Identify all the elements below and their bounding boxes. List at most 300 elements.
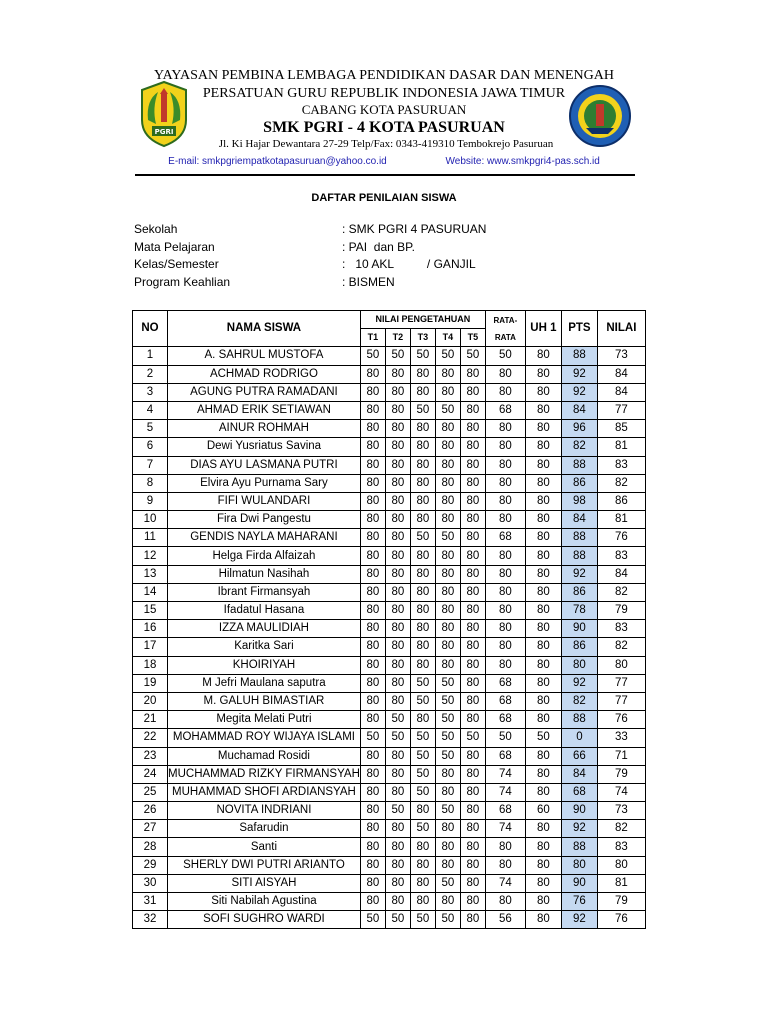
cell-t2: 50 <box>385 347 410 365</box>
cell-rata: 80 <box>485 838 525 856</box>
cell-no: 15 <box>133 602 168 620</box>
cell-name: ACHMAD RODRIGO <box>168 365 361 383</box>
cell-t1: 80 <box>360 565 385 583</box>
cell-name: MUCHAMMAD RIZKY FIRMANSYAH <box>168 765 361 783</box>
cell-nilai: 83 <box>597 838 645 856</box>
cell-t4: 50 <box>435 802 460 820</box>
cell-pts: 76 <box>561 893 597 911</box>
table-row <box>133 783 646 801</box>
table-row <box>133 638 646 656</box>
cell-nilai: 86 <box>597 492 645 510</box>
cell-t3: 50 <box>410 911 435 929</box>
cell-t5: 80 <box>460 474 485 492</box>
cell-t4: 80 <box>435 620 460 638</box>
cell-t2: 80 <box>385 674 410 692</box>
cell-uh1: 80 <box>525 529 561 547</box>
cell-rata: 80 <box>485 456 525 474</box>
cell-t5: 80 <box>460 711 485 729</box>
cell-t1: 80 <box>360 874 385 892</box>
cell-t4: 80 <box>435 456 460 474</box>
cell-nilai: 83 <box>597 547 645 565</box>
col-t1-header: T1 <box>360 329 385 347</box>
table-row <box>133 838 646 856</box>
cell-t3: 80 <box>410 583 435 601</box>
cell-t1: 80 <box>360 547 385 565</box>
cell-pts: 88 <box>561 456 597 474</box>
info-label: Kelas/Semester <box>134 257 219 271</box>
cell-t3: 80 <box>410 620 435 638</box>
table-row <box>133 874 646 892</box>
cell-nilai: 81 <box>597 438 645 456</box>
grades-body <box>133 347 646 929</box>
cell-pts: 92 <box>561 365 597 383</box>
cell-pts: 88 <box>561 838 597 856</box>
cell-t5: 50 <box>460 729 485 747</box>
cell-uh1: 80 <box>525 674 561 692</box>
col-uh1-header: UH 1 <box>525 311 561 347</box>
cell-t1: 80 <box>360 474 385 492</box>
cell-t3: 50 <box>410 820 435 838</box>
cell-t4: 50 <box>435 874 460 892</box>
cell-t5: 80 <box>460 802 485 820</box>
cell-rata: 80 <box>485 856 525 874</box>
cell-t5: 80 <box>460 747 485 765</box>
association-name: PERSATUAN GURU REPUBLIK INDONESIA JAWA TIMUR <box>202 86 566 101</box>
cell-t5: 80 <box>460 856 485 874</box>
cell-t1: 80 <box>360 420 385 438</box>
cell-t4: 80 <box>435 602 460 620</box>
info-value: : PAI dan BP. <box>342 239 415 254</box>
cell-pts: 96 <box>561 420 597 438</box>
cell-no: 20 <box>133 692 168 710</box>
cell-t4: 50 <box>435 911 460 929</box>
cell-name: SHERLY DWI PUTRI ARIANTO <box>168 856 361 874</box>
cell-uh1: 80 <box>525 638 561 656</box>
cell-nilai: 82 <box>597 583 645 601</box>
cell-uh1: 80 <box>525 438 561 456</box>
cell-t4: 80 <box>435 492 460 510</box>
cell-t2: 80 <box>385 529 410 547</box>
cell-rata: 80 <box>485 565 525 583</box>
info-label: Mata Pelajaran <box>134 239 215 254</box>
cell-no: 30 <box>133 874 168 892</box>
cell-nilai: 77 <box>597 674 645 692</box>
cell-t5: 80 <box>460 674 485 692</box>
cell-name: Muchamad Rosidi <box>168 747 361 765</box>
cell-nilai: 79 <box>597 602 645 620</box>
cell-no: 23 <box>133 747 168 765</box>
info-row-program <box>134 275 634 293</box>
cell-nilai: 84 <box>597 565 645 583</box>
cell-name: DIAS AYU LASMANA PUTRI <box>168 456 361 474</box>
cell-t4: 80 <box>435 893 460 911</box>
cell-t1: 80 <box>360 765 385 783</box>
cell-pts: 86 <box>561 474 597 492</box>
cell-uh1: 80 <box>525 911 561 929</box>
info-label: Program Keahlian <box>134 274 231 289</box>
cell-rata: 74 <box>485 783 525 801</box>
col-nilai-header: NILAI <box>597 311 645 347</box>
cell-rata: 80 <box>485 620 525 638</box>
cell-t4: 50 <box>435 692 460 710</box>
cell-nilai: 77 <box>597 401 645 419</box>
cell-t4: 80 <box>435 565 460 583</box>
table-row <box>133 529 646 547</box>
cell-rata: 68 <box>485 747 525 765</box>
cell-t3: 50 <box>410 747 435 765</box>
cell-uh1: 80 <box>525 874 561 892</box>
cell-name: MOHAMMAD ROY WIJAYA ISLAMI <box>168 729 361 747</box>
cell-t1: 80 <box>360 620 385 638</box>
cell-no: 32 <box>133 911 168 929</box>
cell-nilai: 74 <box>597 783 645 801</box>
cell-t1: 80 <box>360 401 385 419</box>
cell-rata: 68 <box>485 401 525 419</box>
cell-t5: 80 <box>460 583 485 601</box>
cell-no: 6 <box>133 438 168 456</box>
cell-t5: 80 <box>460 638 485 656</box>
info-label: Sekolah <box>134 222 178 236</box>
cell-t1: 80 <box>360 583 385 601</box>
cell-name: KHOIRIYAH <box>168 656 361 674</box>
cell-no: 1 <box>133 347 168 365</box>
cell-name: IZZA MAULIDIAH <box>168 620 361 638</box>
cell-rata: 80 <box>485 420 525 438</box>
cell-rata: 80 <box>485 474 525 492</box>
cell-uh1: 80 <box>525 747 561 765</box>
cell-t2: 80 <box>385 474 410 492</box>
cell-t1: 80 <box>360 838 385 856</box>
cell-rata: 68 <box>485 711 525 729</box>
cell-t2: 80 <box>385 838 410 856</box>
cell-rata: 74 <box>485 820 525 838</box>
cell-name: MUHAMMAD SHOFI ARDIANSYAH <box>168 783 361 801</box>
cell-t5: 80 <box>460 820 485 838</box>
col-t3-header: T3 <box>410 329 435 347</box>
cell-t2: 80 <box>385 765 410 783</box>
grades-table <box>132 310 646 929</box>
table-row <box>133 347 646 365</box>
cell-t4: 80 <box>435 765 460 783</box>
cell-t1: 80 <box>360 820 385 838</box>
cell-t5: 80 <box>460 620 485 638</box>
cell-uh1: 80 <box>525 783 561 801</box>
cell-nilai: 82 <box>597 820 645 838</box>
cell-rata: 80 <box>485 365 525 383</box>
cell-name: Ibrant Firmansyah <box>168 583 361 601</box>
cell-name: Karitka Sari <box>168 638 361 656</box>
email-text: E-mail: smkpgriempatkotapasuruan@yahoo.co.id <box>168 156 387 167</box>
cell-t3: 50 <box>410 729 435 747</box>
cell-t5: 80 <box>460 893 485 911</box>
cell-pts: 88 <box>561 711 597 729</box>
cell-t2: 80 <box>385 383 410 401</box>
cell-t1: 50 <box>360 911 385 929</box>
table-row <box>133 511 646 529</box>
cell-t1: 80 <box>360 856 385 874</box>
cell-nilai: 76 <box>597 711 645 729</box>
cell-no: 28 <box>133 838 168 856</box>
cell-name: SITI AISYAH <box>168 874 361 892</box>
cell-nilai: 76 <box>597 529 645 547</box>
cell-t1: 80 <box>360 783 385 801</box>
cell-name: Megita Melati Putri <box>168 711 361 729</box>
table-row <box>133 802 646 820</box>
cell-t2: 80 <box>385 438 410 456</box>
cell-t1: 80 <box>360 638 385 656</box>
cell-t3: 50 <box>410 765 435 783</box>
cell-pts: 66 <box>561 747 597 765</box>
cell-t1: 80 <box>360 511 385 529</box>
info-value: : SMK PGRI 4 PASURUAN <box>342 222 487 236</box>
cell-t2: 80 <box>385 492 410 510</box>
table-row <box>133 492 646 510</box>
table-row <box>133 456 646 474</box>
cell-name: AGUNG PUTRA RAMADANI <box>168 383 361 401</box>
cell-rata: 80 <box>485 656 525 674</box>
cell-pts: 80 <box>561 856 597 874</box>
cell-name: Elvira Ayu Purnama Sary <box>168 474 361 492</box>
cell-uh1: 60 <box>525 802 561 820</box>
cell-pts: 88 <box>561 529 597 547</box>
cell-no: 2 <box>133 365 168 383</box>
cell-pts: 88 <box>561 547 597 565</box>
cell-nilai: 73 <box>597 802 645 820</box>
cell-t2: 80 <box>385 820 410 838</box>
cell-t3: 80 <box>410 547 435 565</box>
cell-no: 18 <box>133 656 168 674</box>
cell-pts: 78 <box>561 602 597 620</box>
cell-t1: 80 <box>360 492 385 510</box>
cell-t1: 80 <box>360 893 385 911</box>
cell-nilai: 77 <box>597 692 645 710</box>
cell-t3: 80 <box>410 638 435 656</box>
table-row <box>133 620 646 638</box>
cell-t1: 80 <box>360 747 385 765</box>
cell-t3: 80 <box>410 656 435 674</box>
cell-no: 9 <box>133 492 168 510</box>
cell-t4: 80 <box>435 856 460 874</box>
cell-nilai: 85 <box>597 420 645 438</box>
cell-t5: 80 <box>460 692 485 710</box>
table-row <box>133 401 646 419</box>
cell-no: 26 <box>133 802 168 820</box>
cell-t4: 80 <box>435 474 460 492</box>
cell-t2: 80 <box>385 511 410 529</box>
col-rata-header: RATA-RATA <box>485 311 525 347</box>
cell-t2: 80 <box>385 856 410 874</box>
col-t2-header: T2 <box>385 329 410 347</box>
cell-t2: 80 <box>385 783 410 801</box>
cell-no: 22 <box>133 729 168 747</box>
cell-t3: 80 <box>410 456 435 474</box>
cell-t5: 80 <box>460 492 485 510</box>
cell-pts: 80 <box>561 656 597 674</box>
cell-t4: 50 <box>435 711 460 729</box>
cell-no: 8 <box>133 474 168 492</box>
cell-t5: 80 <box>460 783 485 801</box>
cell-uh1: 80 <box>525 347 561 365</box>
cell-t5: 80 <box>460 529 485 547</box>
cell-no: 27 <box>133 820 168 838</box>
cell-t2: 80 <box>385 547 410 565</box>
cell-t1: 80 <box>360 656 385 674</box>
cell-t3: 50 <box>410 692 435 710</box>
website-text: Website: www.smkpgri4-pas.sch.id <box>445 156 600 167</box>
cell-name: Helga Firda Alfaizah <box>168 547 361 565</box>
cell-no: 16 <box>133 620 168 638</box>
table-row <box>133 747 646 765</box>
cell-t3: 80 <box>410 420 435 438</box>
cell-pts: 84 <box>561 401 597 419</box>
cell-no: 31 <box>133 893 168 911</box>
cell-nilai: 81 <box>597 511 645 529</box>
cell-t3: 50 <box>410 674 435 692</box>
table-row <box>133 692 646 710</box>
table-row <box>133 602 646 620</box>
cell-uh1: 80 <box>525 456 561 474</box>
cell-name: AINUR ROHMAH <box>168 420 361 438</box>
cell-uh1: 80 <box>525 620 561 638</box>
cell-t3: 80 <box>410 383 435 401</box>
cell-pts: 86 <box>561 638 597 656</box>
table-row <box>133 438 646 456</box>
logo-left-text: PGRI <box>154 128 174 136</box>
cell-uh1: 80 <box>525 383 561 401</box>
cell-uh1: 80 <box>525 692 561 710</box>
cell-uh1: 80 <box>525 583 561 601</box>
cell-t2: 50 <box>385 911 410 929</box>
table-row <box>133 474 646 492</box>
cell-name: Ifadatul Hasana <box>168 602 361 620</box>
cell-t4: 80 <box>435 365 460 383</box>
cell-no: 4 <box>133 401 168 419</box>
cell-t2: 80 <box>385 638 410 656</box>
cell-t2: 80 <box>385 456 410 474</box>
cell-no: 12 <box>133 547 168 565</box>
cell-t1: 80 <box>360 438 385 456</box>
cell-rata: 50 <box>485 347 525 365</box>
cell-t1: 80 <box>360 383 385 401</box>
cell-rata: 80 <box>485 547 525 565</box>
cell-pts: 90 <box>561 874 597 892</box>
cell-name: AHMAD ERIK SETIAWAN <box>168 401 361 419</box>
cell-name: Siti Nabilah Agustina <box>168 893 361 911</box>
cell-uh1: 80 <box>525 711 561 729</box>
cell-t1: 80 <box>360 529 385 547</box>
cell-t3: 80 <box>410 874 435 892</box>
cell-t5: 80 <box>460 547 485 565</box>
cell-pts: 84 <box>561 765 597 783</box>
cell-t3: 80 <box>410 802 435 820</box>
cell-rata: 80 <box>485 492 525 510</box>
cell-t1: 50 <box>360 347 385 365</box>
cell-t5: 80 <box>460 401 485 419</box>
cell-t3: 80 <box>410 711 435 729</box>
cell-t1: 50 <box>360 729 385 747</box>
cell-uh1: 80 <box>525 893 561 911</box>
cell-nilai: 73 <box>597 347 645 365</box>
cell-nilai: 79 <box>597 765 645 783</box>
table-row <box>133 911 646 929</box>
cell-rata: 80 <box>485 602 525 620</box>
cell-t2: 80 <box>385 620 410 638</box>
table-row <box>133 729 646 747</box>
cell-t5: 80 <box>460 565 485 583</box>
cell-name: NOVITA INDRIANI <box>168 802 361 820</box>
cell-no: 17 <box>133 638 168 656</box>
cell-rata: 68 <box>485 674 525 692</box>
cell-rata: 80 <box>485 383 525 401</box>
table-row <box>133 583 646 601</box>
cell-uh1: 80 <box>525 492 561 510</box>
cell-nilai: 84 <box>597 383 645 401</box>
cell-t3: 80 <box>410 838 435 856</box>
cell-nilai: 80 <box>597 656 645 674</box>
contact-line <box>0 156 768 167</box>
school-name: SMK PGRI - 4 KOTA PASURUAN <box>263 119 505 136</box>
cell-rata: 68 <box>485 692 525 710</box>
cell-t2: 80 <box>385 420 410 438</box>
cell-t2: 80 <box>385 401 410 419</box>
cell-rata: 68 <box>485 529 525 547</box>
cell-uh1: 80 <box>525 547 561 565</box>
cell-name: GENDIS NAYLA MAHARANI <box>168 529 361 547</box>
cell-pts: 92 <box>561 911 597 929</box>
cell-name: SOFI SUGHRO WARDI <box>168 911 361 929</box>
cell-t3: 80 <box>410 602 435 620</box>
cell-name: A. SAHRUL MUSTOFA <box>168 347 361 365</box>
cell-t4: 80 <box>435 383 460 401</box>
cell-pts: 90 <box>561 620 597 638</box>
col-pengetahuan-header: NILAI PENGETAHUAN <box>360 311 485 329</box>
table-row <box>133 674 646 692</box>
cell-name: Santi <box>168 838 361 856</box>
cell-name: M. GALUH BIMASTIAR <box>168 692 361 710</box>
cell-uh1: 80 <box>525 474 561 492</box>
cell-t1: 80 <box>360 711 385 729</box>
cell-uh1: 80 <box>525 820 561 838</box>
cell-t5: 50 <box>460 347 485 365</box>
cell-t4: 80 <box>435 656 460 674</box>
cell-nilai: 82 <box>597 638 645 656</box>
col-t5-header: T5 <box>460 329 485 347</box>
cell-uh1: 80 <box>525 856 561 874</box>
cell-pts: 82 <box>561 692 597 710</box>
cell-t2: 50 <box>385 729 410 747</box>
cell-t1: 80 <box>360 365 385 383</box>
document-info <box>134 222 634 292</box>
table-row <box>133 565 646 583</box>
cell-t3: 80 <box>410 893 435 911</box>
table-row <box>133 765 646 783</box>
cell-t5: 80 <box>460 511 485 529</box>
cell-no: 14 <box>133 583 168 601</box>
cell-t5: 80 <box>460 456 485 474</box>
table-row <box>133 893 646 911</box>
cell-t5: 80 <box>460 420 485 438</box>
cell-t4: 50 <box>435 401 460 419</box>
cell-rata: 68 <box>485 802 525 820</box>
cell-t3: 50 <box>410 529 435 547</box>
cell-name: Fira Dwi Pangestu <box>168 511 361 529</box>
info-row-mapel <box>134 240 634 258</box>
cell-pts: 92 <box>561 820 597 838</box>
cell-pts: 0 <box>561 729 597 747</box>
cell-t4: 50 <box>435 747 460 765</box>
cell-no: 13 <box>133 565 168 583</box>
cell-pts: 68 <box>561 783 597 801</box>
